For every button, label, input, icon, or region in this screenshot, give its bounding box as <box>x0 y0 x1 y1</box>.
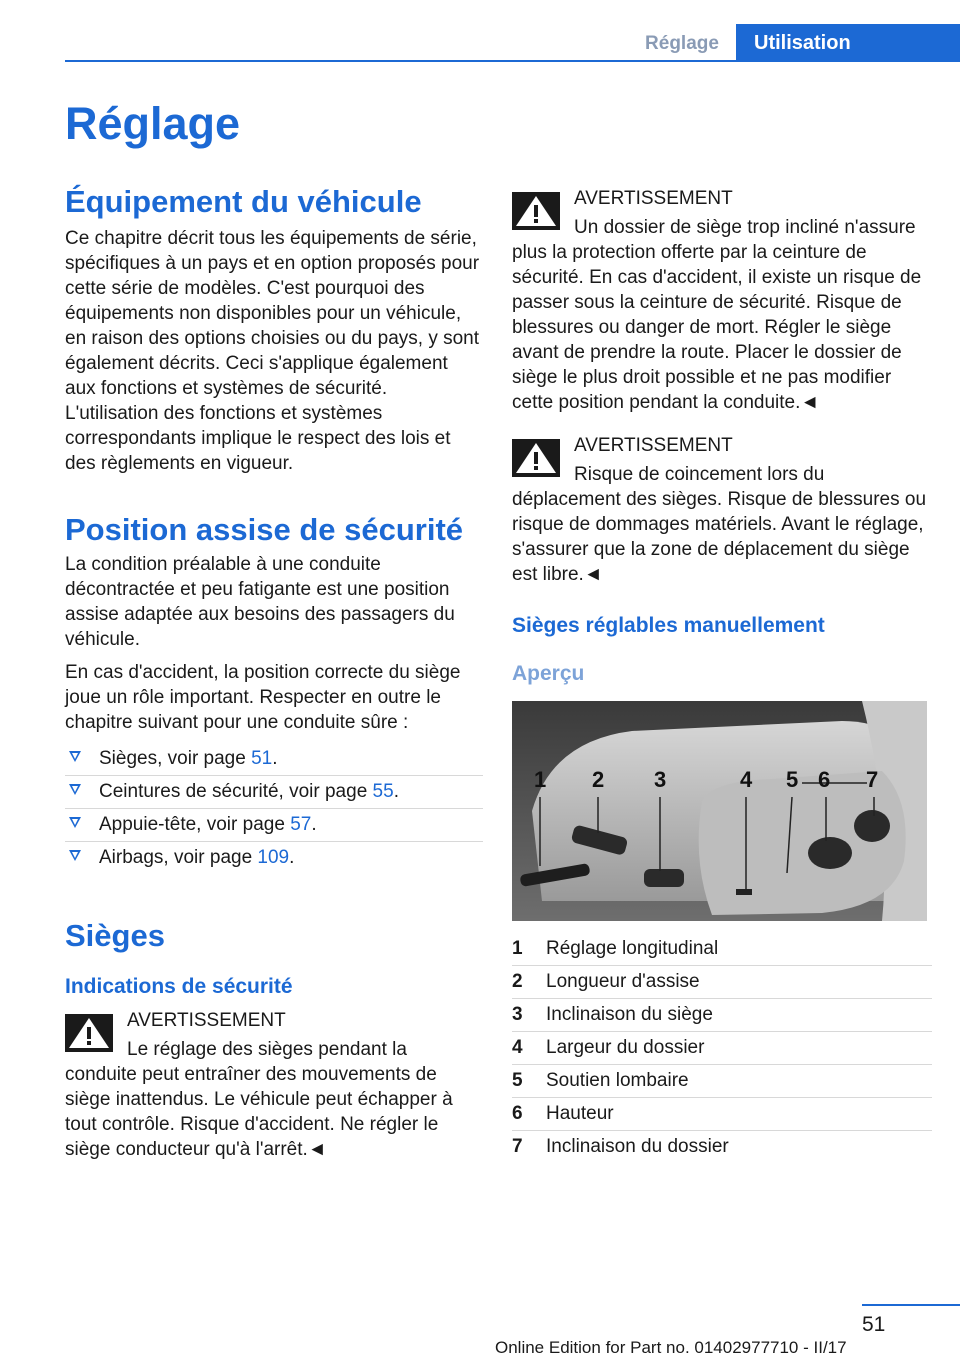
subheading-apercu: Aperçu <box>512 662 585 685</box>
callout-label: 2 <box>592 767 605 792</box>
warning-body: Un dossier de siège trop incliné n'assure plus la protection offerte par la ceinture de sécurité. En cas d'accident, il existe un risque de passer sous la ceinture de sécurité. Risque de blessures ou danger de mort. Régler le siège avant de prendre la route. Placer le dossier de siège le plus droit possible et ne pas modifier cette position pendant la conduite.◄ <box>512 217 922 413</box>
cross-reference-list <box>65 743 483 874</box>
list-item: Airbags, voir page 109. <box>65 842 483 874</box>
edition-note: Online Edition for Part no. 01402977710 - II/17 <box>495 1338 847 1357</box>
legend-row: 3 Inclinaison du siège <box>512 999 932 1032</box>
warning-block <box>65 1008 483 1162</box>
page-number: 51 <box>862 1313 886 1336</box>
subheading-indications: Indications de sécurité <box>65 975 293 998</box>
left-column <box>65 180 483 1162</box>
legend-row: 4 Largeur du dossier <box>512 1032 932 1065</box>
warning-block <box>512 186 932 415</box>
footer-rule <box>862 1304 960 1306</box>
callout-label: 5 <box>786 767 799 792</box>
right-column <box>512 186 932 1163</box>
callout-label: 4 <box>740 767 753 792</box>
section-heading-position: Position assise de sécurité <box>65 512 464 547</box>
list-item: Ceintures de sécurité, voir page 55. <box>65 776 483 809</box>
callout-label: 1 <box>534 767 547 792</box>
triangle-bullet-icon <box>69 850 81 861</box>
warning-block <box>512 433 932 587</box>
warning-triangle-icon <box>512 439 560 477</box>
section-heading-sieges: Sièges <box>65 918 165 953</box>
position-para-2: En cas d'accident, la position correcte du siège joue un rôle important. Respecter en outre le chapitre suivant pour une conduite sûre : <box>65 662 461 733</box>
list-item: Sièges, voir page 51. <box>65 743 483 776</box>
triangle-bullet-icon <box>69 817 81 828</box>
warning-triangle-icon <box>512 192 560 230</box>
page-link[interactable]: 51 <box>251 748 273 769</box>
legend-row: 6 Hauteur <box>512 1098 932 1131</box>
header-rule <box>65 60 960 62</box>
section-heading-equipement: Équipement du véhicule <box>65 184 422 219</box>
legend-row: 5 Soutien lombaire <box>512 1065 932 1098</box>
warning-triangle-icon <box>65 1014 113 1052</box>
legend-row: 2 Longueur d'assise <box>512 966 932 999</box>
triangle-bullet-icon <box>69 751 81 762</box>
page-link[interactable]: 109 <box>257 847 290 868</box>
warning-title: AVERTISSEMENT <box>574 188 733 209</box>
callout-label: 3 <box>654 767 667 792</box>
page-link[interactable]: 57 <box>290 814 312 835</box>
list-item: Appuie-tête, voir page 57. <box>65 809 483 842</box>
header-tab-reglage[interactable]: Réglage <box>645 33 719 54</box>
legend-row: 1 Réglage longitudinal <box>512 933 932 966</box>
equipement-body: Ce chapitre décrit tous les équipements de série, spécifiques à un pays et en option proposés pour cette série de modèles. C'est pourquoi des équipements non disponibles pour un véhicule, en raison des options choisies ou du pays, y sont également décrits. Ceci s'applique également aux fonctions et systèmes de sécurité. L'utilisation des fonctions et systèmes correspondants implique le respect des lois et des règlements en vigueur. <box>65 228 480 474</box>
seat-controls-photo <box>512 701 927 921</box>
subheading-sieges-manuels: Sièges réglables manuellement <box>512 614 825 637</box>
position-para-1: La condition préalable à une conduite décontractée et peu fatigante est une position assise adaptée aux besoins des passagers du véhicule. <box>65 554 455 650</box>
photo-legend <box>512 933 932 1163</box>
legend-row: 7 Inclinaison du dossier <box>512 1136 729 1157</box>
warning-body: Risque de coincement lors du déplacement des sièges. Risque de blessures ou risque de dommages matériels. Avant le réglage, s'assurer que la zone de déplacement du siège est libre.◄ <box>512 464 927 585</box>
triangle-bullet-icon <box>69 784 81 795</box>
page-title: Réglage <box>65 98 241 149</box>
warning-title: AVERTISSEMENT <box>127 1010 286 1031</box>
page-link[interactable]: 55 <box>372 781 394 802</box>
header-tab-utilisation[interactable]: Utilisation <box>736 24 960 62</box>
callout-label: 6 <box>818 767 831 792</box>
warning-title: AVERTISSEMENT <box>574 435 733 456</box>
warning-body: Le réglage des sièges pendant la conduite peut entraîner des mouvements de siège inattendus. Le véhicule peut échapper à tout contrôle. Risque d'accident. Ne régler le siège conducteur qu'à l'arrêt.◄ <box>65 1039 453 1160</box>
callout-label: 7 <box>866 767 879 792</box>
